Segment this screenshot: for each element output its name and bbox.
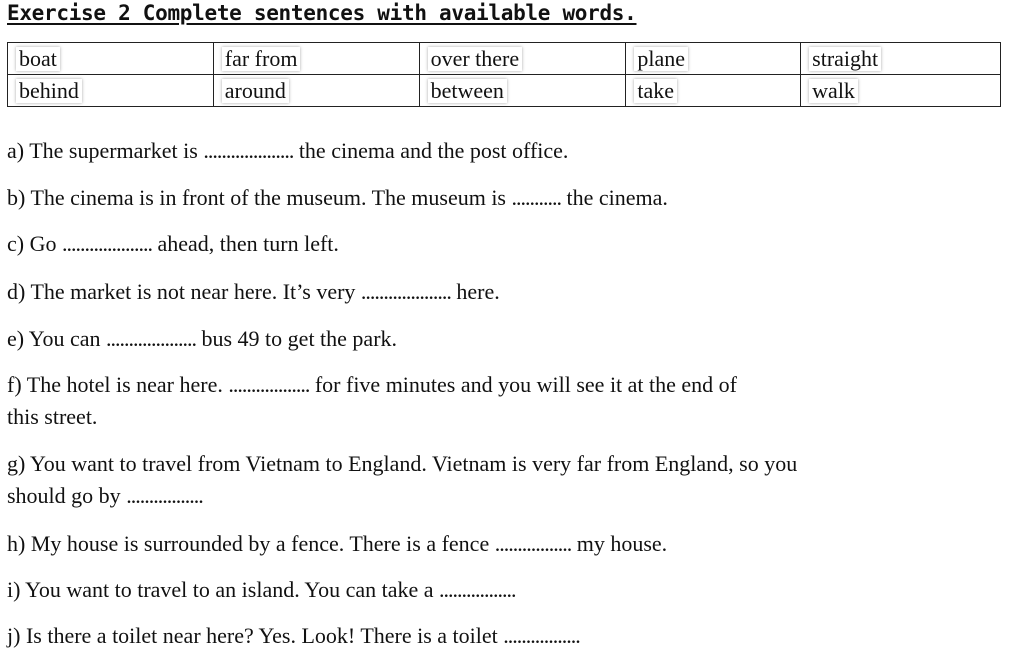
word-bank-cell [213, 75, 419, 107]
sentence-text: my house. [571, 531, 668, 556]
sentence-text: The cinema is in front of the museum. The museum is [30, 185, 512, 210]
sentence-label: h) [7, 531, 26, 556]
sentence-c [7, 228, 339, 259]
sentence-text: bus 49 to get the park. [196, 326, 398, 351]
sentence-label: c) [7, 231, 25, 256]
sentence-text: You want to travel to an island. You can take a [25, 577, 440, 602]
word-chip: take [634, 79, 677, 103]
sentence-text: Is there a toilet near here? Yes. Look! There is a toilet [25, 623, 504, 648]
answer-blank[interactable]: ........... [511, 185, 561, 210]
sentence-text: The supermarket is [29, 138, 204, 163]
word-chip: behind [16, 79, 82, 103]
sentence-label: f) [7, 372, 22, 397]
sentence-label: j) [7, 623, 21, 648]
sentence-text: should go by [7, 483, 127, 508]
word-bank-row [8, 75, 1001, 107]
sentence-label: e) [7, 326, 25, 351]
word-bank-cell [801, 75, 1001, 107]
answer-blank[interactable]: ................. [126, 483, 203, 508]
word-bank-cell [213, 43, 419, 75]
word-bank-cell [419, 43, 626, 75]
answer-blank[interactable]: ................. [439, 577, 516, 602]
word-bank-cell [8, 75, 214, 107]
sentence-e [7, 323, 397, 354]
word-bank-row [8, 43, 1001, 75]
sentence-b [7, 182, 668, 213]
sentence-text: the cinema and the post office. [293, 138, 569, 163]
word-bank-cell [801, 43, 1001, 75]
word-bank-cell [626, 43, 801, 75]
sentence-text: here. [450, 279, 500, 304]
word-bank-cell [626, 75, 801, 107]
word-bank-table [7, 42, 1001, 107]
word-chip: over there [428, 47, 523, 71]
sentence-text: ahead, then turn left. [151, 231, 339, 256]
sentence-label: g) [7, 451, 26, 476]
word-chip: far from [222, 47, 301, 71]
sentence-text: this street. [7, 404, 98, 429]
sentence-text: The market is not near here. It’s very [30, 279, 361, 304]
sentence-h [7, 528, 667, 559]
sentence-f-continued [7, 401, 97, 432]
word-chip: boat [16, 47, 60, 71]
sentence-text: My house is surrounded by a fence. There is a fence [30, 531, 495, 556]
sentence-j [7, 620, 580, 651]
sentence-d [7, 276, 500, 307]
answer-blank[interactable]: .................. [228, 372, 310, 397]
answer-blank[interactable]: .................... [106, 326, 196, 351]
sentence-g-continued [7, 480, 203, 511]
sentence-text: The hotel is near here. [26, 372, 229, 397]
word-bank-cell [8, 43, 214, 75]
sentence-label: d) [7, 279, 26, 304]
sentence-text: for five minutes and you will see it at the end of [309, 372, 738, 397]
sentence-label: a) [7, 138, 25, 163]
answer-blank[interactable]: ................. [494, 531, 572, 556]
word-chip: around [222, 79, 289, 103]
answer-blank[interactable]: .................... [203, 138, 294, 163]
sentence-i [7, 574, 516, 605]
sentence-g [7, 448, 797, 479]
sentence-text: You want to travel from Vietnam to England. Vietnam is very far from England, so you [30, 451, 798, 476]
sentence-label: i) [7, 577, 21, 602]
sentence-f [7, 369, 737, 400]
answer-blank[interactable]: ................. [503, 623, 580, 648]
answer-blank[interactable]: .................... [61, 231, 152, 256]
word-chip: plane [634, 47, 688, 71]
word-chip: walk [809, 79, 858, 103]
sentence-text: You can [28, 326, 106, 351]
word-chip: straight [809, 47, 881, 71]
sentence-label: b) [7, 185, 26, 210]
sentence-a [7, 135, 568, 166]
exercise-title: Exercise 2 Complete sentences with available words. [7, 1, 637, 25]
sentence-text: the cinema. [561, 185, 668, 210]
sentence-text: Go [29, 231, 62, 256]
word-bank-cell [419, 75, 626, 107]
answer-blank[interactable]: .................... [360, 279, 451, 304]
word-chip: between [428, 79, 507, 103]
